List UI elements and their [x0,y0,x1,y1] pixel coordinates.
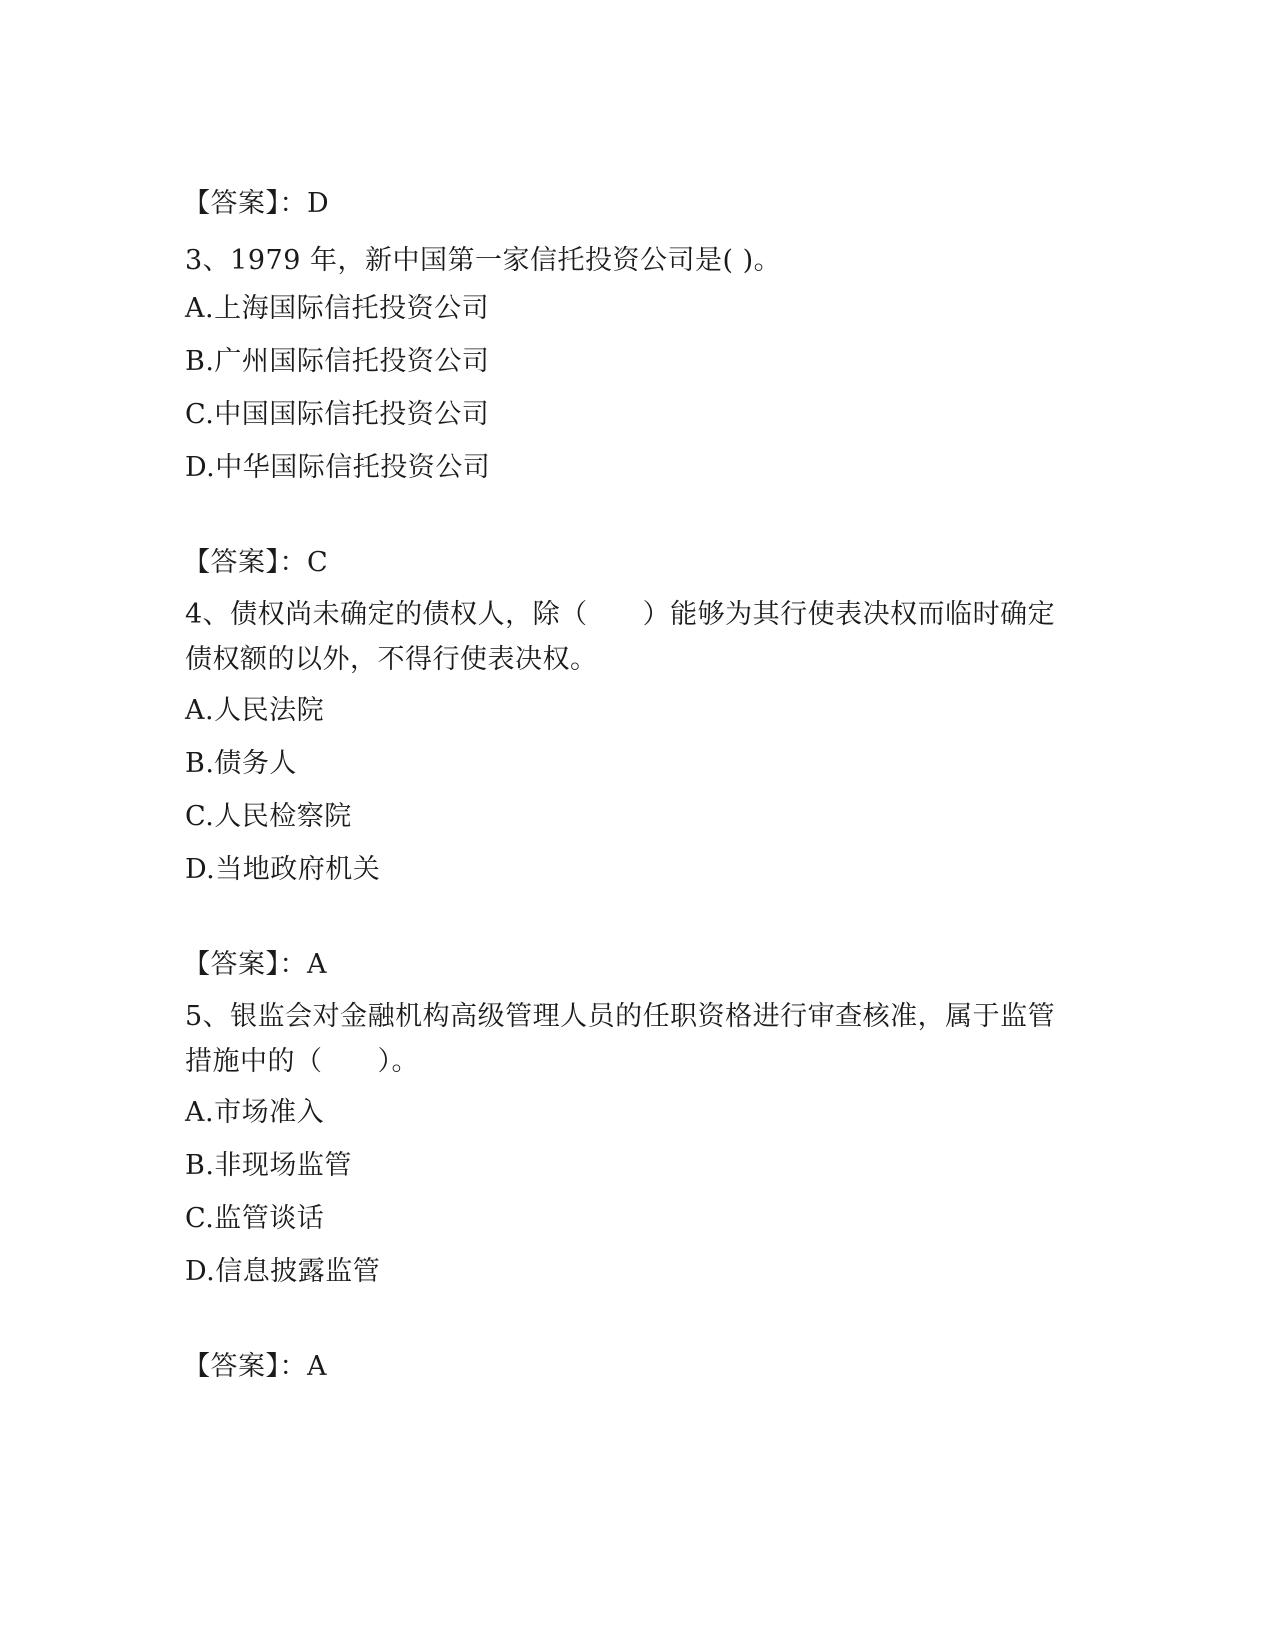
option-c: C.监管谈话 [185,1203,325,1234]
option-c: C.中国国际信托投资公司 [185,399,490,430]
option-b: B.广州国际信托投资公司 [185,346,490,377]
option-a: A.市场准入 [185,1097,325,1128]
answer-line: 【答案】：C [183,547,329,578]
question-stem: 5、银监会对金融机构高级管理人员的任职资格进行审查核准，属于监管措施中的（ ）。 [185,1001,1056,1077]
question-stem: 3、1979 年，新中国第一家信托投资公司是( )。 [185,245,782,276]
option-d: D.当地政府机关 [185,854,381,885]
option-d: D.中华国际信托投资公司 [185,452,491,483]
option-c: C.人民检察院 [185,801,352,832]
option-b: B.债务人 [185,748,297,779]
option-d: D.信息披露监管 [185,1256,381,1287]
question-stem: 4、债权尚未确定的债权人，除（ ）能够为其行使表决权而临时确定债权额的以外，不得行使表决权。 [185,599,1056,675]
option-a: A.上海国际信托投资公司 [185,293,490,324]
option-b: B.非现场监管 [185,1150,352,1181]
answer-line: 【答案】：A [183,949,327,980]
answer-line: 【答案】：A [183,1351,327,1382]
answer-line: 【答案】：D [183,188,330,219]
option-a: A.人民法院 [185,695,325,726]
